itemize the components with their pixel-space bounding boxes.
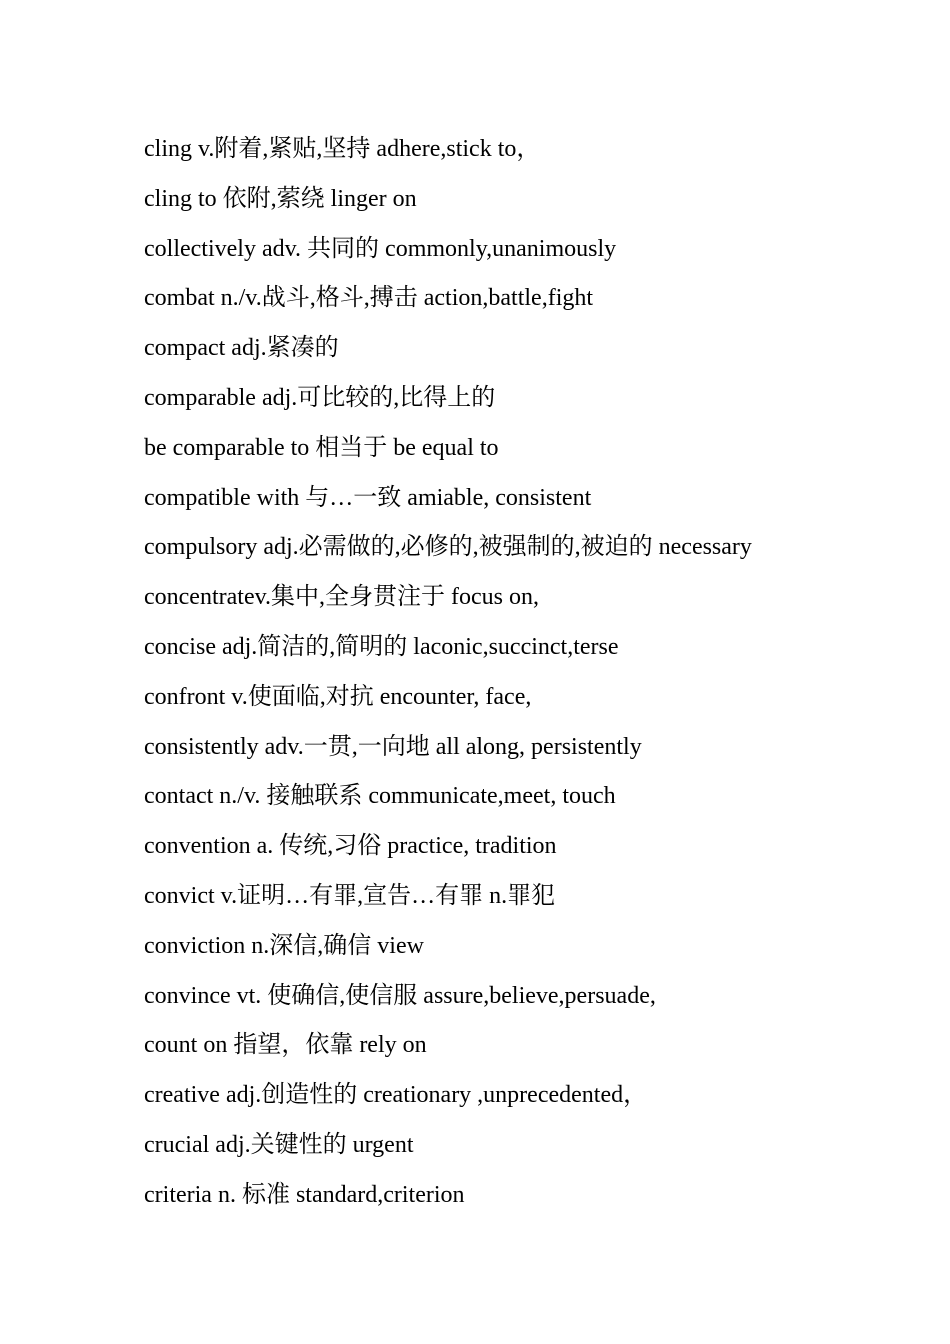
vocabulary-list [144,131,924,1227]
vocab-entry: convention a. 传统,习俗 practice, tradition [144,833,557,860]
vocab-entry: comparable adj.可比较的,比得上的 [144,384,496,411]
vocab-entry: criteria n. 标准 standard,criterion [144,1181,465,1208]
vocab-entry: creative adj.创造性的 creationary ,unprecedented， [144,1082,648,1109]
vocab-entry: confront v.使面临,对抗 encounter, face, [144,683,532,710]
vocab-entry: crucial adj.关键性的 urgent [144,1131,414,1158]
vocab-entry: count on 指望，依靠 rely on [144,1032,427,1059]
vocab-entry: conviction n.深信,确信 view [144,932,424,959]
vocab-entry: collectively adv. 共同的 commonly,unanimously [144,235,617,262]
vocab-entry: contact n./v. 接触联系 communicate,meet, touch [144,783,616,810]
vocab-entry: combat n./v.战斗,格斗,搏击 action,battle,fight [144,285,594,312]
vocab-entry: concentratev.集中,全身贯注于 focus on, [144,584,540,611]
vocab-entry: compatible with 与…一致 amiable, consistent [144,484,592,511]
vocab-entry: compulsory adj.必需做的,必修的,被强制的,被迫的 necessary [144,534,752,561]
vocab-entry: concise adj.简洁的,简明的 laconic,succinct,terse [144,633,619,660]
vocab-entry: compact adj.紧凑的 [144,335,339,362]
vocab-entry: convince vt. 使确信,使信服 assure,believe,persuade, [144,982,656,1009]
vocab-entry: convict v.证明…有罪,宣告…有罪 n.罪犯 [144,882,556,909]
vocab-entry: be comparable to 相当于 be equal to [144,434,499,461]
vocab-entry: cling to 依附,萦绕 linger on [144,185,417,212]
vocab-entry: consistently adv.一贯,一向地 all along, persistently [144,733,642,760]
vocab-entry: cling v.附着,紧贴,坚持 adhere,stick to， [144,136,541,162]
